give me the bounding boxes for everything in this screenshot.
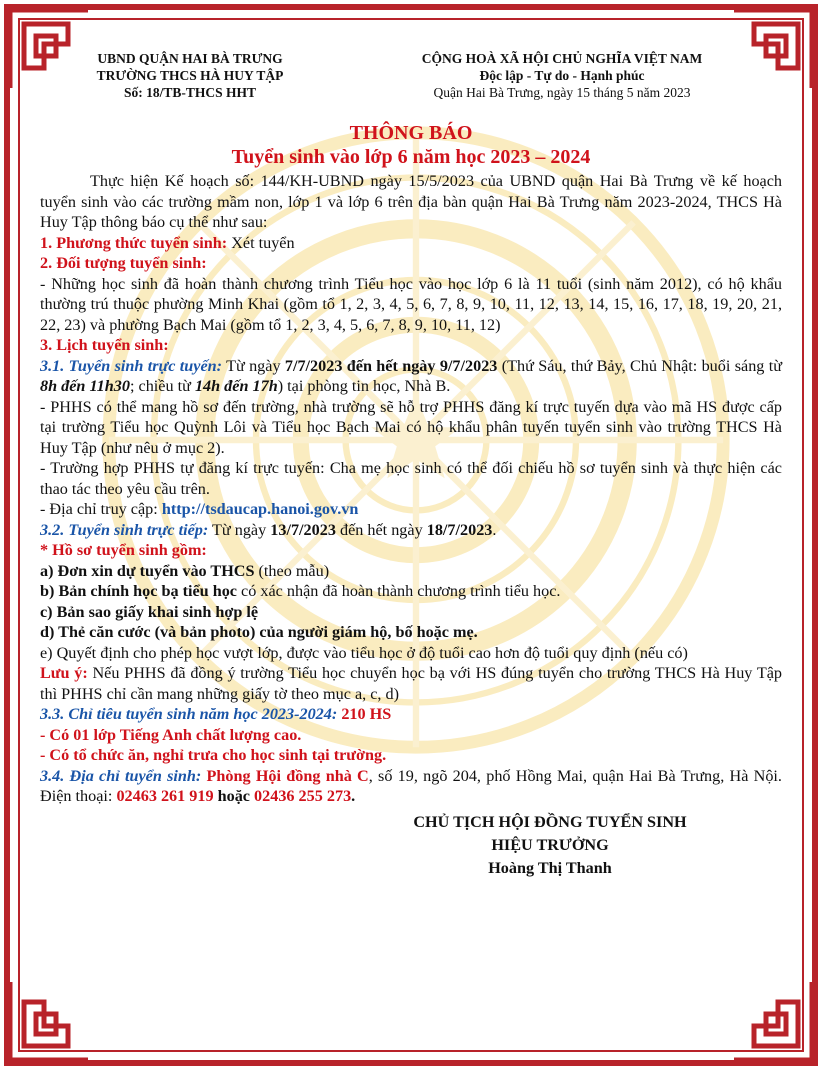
section-3-2-label: 3.2. Tuyển sinh trực tiếp: — [40, 520, 209, 539]
section-3-4-label: 3.4. Địa chỉ tuyển sinh: — [40, 766, 202, 785]
section-3-1 — [40, 356, 782, 397]
doc-item-b-rest: có xác nhận đã hoàn thành chương trình tiểu học. — [237, 582, 561, 600]
text-run: . — [351, 787, 356, 805]
section-3-2 — [40, 520, 782, 541]
doc-item-a-rest: (theo mẫu) — [254, 561, 330, 580]
doc-item-a-bold: a) Đơn xin dự tuyển vào THCS — [40, 561, 255, 580]
section-3-3-label: 3.3. Chỉ tiêu tuyển sinh năm học 2023-2024: — [40, 705, 338, 723]
corner-ornament-icon — [4, 978, 92, 1066]
text-run: (Thứ Sáu, thứ Bảy, Chủ Nhật: buổi sáng từ — [497, 356, 782, 375]
access-url-link[interactable]: http://tsdaucap.hanoi.gov.vn — [161, 500, 359, 518]
text-run: ; chiều từ — [129, 377, 195, 395]
note-paragraph — [40, 663, 782, 704]
issuer-school: TRƯỜNG THCS HÀ HUY TẬP — [96, 68, 284, 83]
signer-name: Hoàng Thị Thanh — [488, 858, 612, 877]
note-text: Nếu PHHS đã đồng ý trường Tiểu học chuyển học bạ với HS đúng tuyển cho trường THCS Hà Huy Tập thì PHHS chỉ cần mang những giấy tờ theo mục a, c, d) — [40, 664, 783, 703]
section-1 — [40, 233, 782, 254]
quota-line-2: - Có tổ chức ăn, nghỉ trưa cho học sinh tại trường. — [40, 746, 387, 764]
section-1-value: Xét tuyển — [227, 233, 295, 252]
access-address — [40, 499, 782, 520]
issuer-district: UBND QUẬN HAI BÀ TRƯNG — [97, 51, 283, 66]
phone-1: 02463 261 919 — [116, 787, 214, 805]
place-date: Quận Hai Bà Trưng, ngày 15 tháng 5 năm 2023 — [433, 85, 691, 100]
text-run: Từ ngày — [222, 356, 285, 375]
corner-ornament-icon — [730, 978, 818, 1066]
doc-item-b-bold: b) Bản chính học bạ tiểu học — [40, 582, 237, 600]
section-2-text: - Những học sinh đã hoàn thành chương trình Tiểu học vào học lớp 6 là 11 tuổi (sinh năm 2012), có hộ khẩu thường trú thuộc phường Minh Khai (gồm tổ 1, 2, 3, 4, 5, 6, 7, 8, 9, 10, 11, 12, 13, 14, 15, 16, 17, 18, 19, 20, 21, 22, 23) và phường Bạch Mai (gồm tổ 1, 2, 3, 4, 5, 6, 7, 8, 9, 10, 11, 12) — [40, 274, 782, 334]
text-run: ) tại phòng tin học, Nhà B. — [277, 377, 451, 395]
section-3-1-label: 3.1. Tuyển sinh trực tuyến: — [40, 356, 223, 375]
section-3-paragraph-2: - Trường hợp PHHS tự đăng kí trực tuyến: Cha mẹ học sinh có thể đối chiếu hồ sơ tuyển sinh và thực hiện các thao tác theo yêu cầu trên. — [40, 459, 782, 498]
title-line-2: Tuyển sinh vào lớp 6 năm học 2023 – 2024 — [231, 146, 591, 168]
text-run: Từ ngày — [208, 520, 271, 539]
signature-block — [340, 811, 760, 880]
direct-start-date: 13/7/2023 — [270, 520, 336, 539]
note-label: Lưu ý: — [40, 664, 88, 682]
section-1-heading: 1. Phương thức tuyển sinh: — [40, 233, 228, 252]
signature-title-1: CHỦ TỊCH HỘI ĐỒNG TUYỂN SINH — [413, 812, 687, 831]
issuer-block — [40, 50, 340, 101]
quota-line-1: - Có 01 lớp Tiếng Anh chất lượng cao. — [40, 725, 302, 744]
direct-end-date: 18/7/2023 — [426, 520, 493, 539]
title-line-1: THÔNG BÁO — [349, 122, 473, 144]
document-body — [40, 171, 782, 807]
morning-hours: 8h đến 11h30 — [40, 377, 130, 395]
intro-paragraph: Thực hiện Kế hoạch số: 144/KH-UBND ngày 15/5/2023 của UBND quận Hai Bà Trưng về kế hoạch tuyển sinh vào các trường mầm non, lớp 1 và lớp 6 trên địa bàn quận Hai Bà Trưng năm 2023-2024, THCS Hà Huy Tập thông báo cụ thể như sau: — [40, 172, 782, 231]
documents-heading: * Hồ sơ tuyển sinh gồm: — [40, 541, 207, 559]
text-run: hoặc — [213, 787, 255, 805]
section-2-heading: 2. Đối tượng tuyển sinh: — [40, 254, 207, 272]
national-motto-block — [342, 50, 782, 101]
doc-item-b — [40, 581, 782, 602]
access-label: - Địa chỉ truy cập: — [40, 500, 162, 518]
signature-title-2: HIỆU TRƯỞNG — [491, 835, 609, 854]
section-3-paragraph-1: - PHHS có thể mang hồ sơ đến trường, nhà trường sẽ hỗ trợ PHHS đăng kí trực tuyến dựa vào mã HS được cấp tại trường Tiểu học Quỳnh Lôi và Tiểu học Bạch Mai có hộ khẩu phân tuyến tuyển sinh vào trường THCS Hà Huy Tập (như nêu ở mục 2). — [40, 397, 782, 457]
afternoon-hours: 14h đến 17h — [194, 377, 278, 395]
quota-value: 210 HS — [337, 705, 392, 723]
online-date-range: 7/7/2023 đến hết ngày 9/7/2023 — [284, 356, 498, 375]
notice-document — [40, 50, 782, 880]
document-number: Số: 18/TB-THCS HHT — [123, 85, 257, 100]
section-3-3 — [40, 704, 782, 725]
section-3-heading: 3. Lịch tuyển sinh: — [40, 336, 169, 354]
doc-item-c: c) Bản sao giấy khai sinh hợp lệ — [40, 602, 259, 621]
country-name: CỘNG HOÀ XÃ HỘI CHỦ NGHĨA VIỆT NAM — [421, 51, 703, 66]
motto: Độc lập - Tự do - Hạnh phúc — [479, 68, 645, 83]
document-title — [40, 121, 782, 169]
text-run: . — [492, 520, 497, 539]
text-run: đến hết ngày — [335, 520, 427, 539]
document-header — [40, 50, 782, 101]
doc-item-a — [40, 561, 782, 582]
section-3-4 — [40, 766, 782, 807]
text-run: , số 19, ngõ 204, phố Hồng Mai, quận Hai Bà Trưng, Hà Nội. Điện thoại: — [40, 766, 782, 805]
doc-item-d: d) Thẻ căn cước (và bản photo) của người giám hộ, bố hoặc mẹ. — [40, 623, 478, 641]
phone-2: 02436 255 273 — [254, 787, 352, 805]
enrollment-place: Phòng Hội đồng nhà C — [201, 766, 369, 785]
doc-item-e: e) Quyết định cho phép học vượt lớp, được vào tiểu học ở độ tuổi cao hơn độ tuổi quy định (nếu có) — [40, 643, 688, 662]
